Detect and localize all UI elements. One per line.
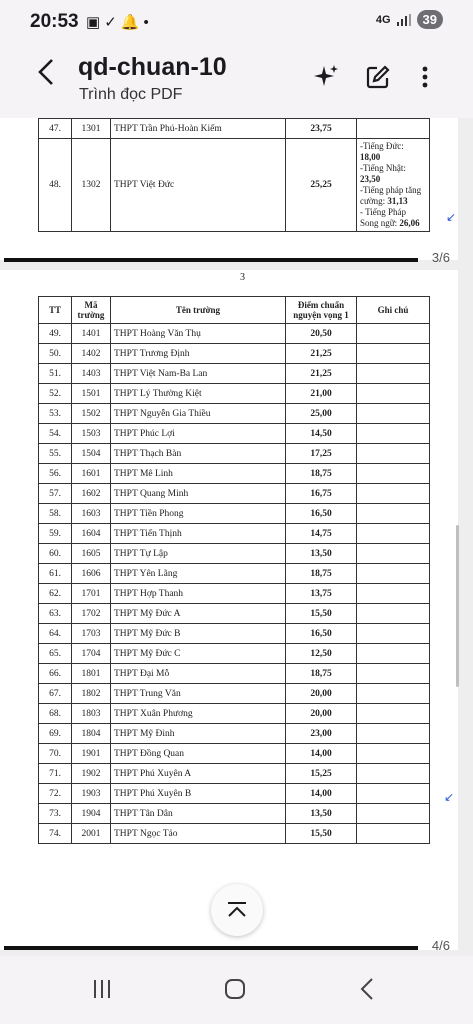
cell-tt: 52. (39, 384, 72, 404)
cell-school-code: 1504 (72, 444, 111, 464)
cell-school-code: 1603 (72, 504, 111, 524)
cell-school-code: 1904 (72, 804, 111, 824)
edit-button[interactable] (361, 60, 395, 94)
page-indicator: 3/6 (431, 250, 450, 265)
cell-score: 21,00 (286, 384, 357, 404)
table-row (39, 764, 430, 784)
cell-score: 14,00 (286, 744, 357, 764)
cell-school-name: THPT Trương Định (111, 344, 286, 364)
table-row (39, 784, 430, 804)
notification-bell-icon: 🔔 (120, 14, 144, 31)
cell-school-name: THPT Quang Minh (111, 484, 286, 504)
cell-school-name: THPT Nguyễn Gia Thiều (111, 404, 286, 424)
screen-record-icon: ▣ (86, 14, 105, 31)
cell-tt: 55. (39, 444, 72, 464)
cell-school-code: 1502 (72, 404, 111, 424)
status-time: 20:53 (30, 11, 79, 32)
table-row (39, 684, 430, 704)
cell-note (357, 824, 430, 844)
document-subtitle: Trình đọc PDF (79, 86, 183, 103)
cell-score: 18,75 (286, 564, 357, 584)
pdf-viewer[interactable] (0, 118, 473, 956)
cell-school-code: 1802 (72, 684, 111, 704)
cell-tt: 54. (39, 424, 72, 444)
home-icon (223, 977, 247, 1001)
note-line: -Tiếng Đức: 18,00 (360, 141, 404, 162)
cell-school-code: 2001 (72, 824, 111, 844)
cell-tt: 70. (39, 744, 72, 764)
scroll-top-icon (226, 901, 248, 919)
cell-school-code: 1801 (72, 664, 111, 684)
cell-school-name: THPT Yên Lãng (111, 564, 286, 584)
cell-tt: 67. (39, 684, 72, 704)
table-row (39, 404, 430, 424)
cell-school-name: THPT Ngọc Tảo (111, 824, 286, 844)
cell-school-name: THPT Phú Xuyên B (111, 784, 286, 804)
status-notification-icons (86, 13, 153, 31)
cell-tt: 48. (39, 139, 72, 232)
cell-score: 20,50 (286, 324, 357, 344)
table-row (39, 324, 430, 344)
cell-score: 17,25 (286, 444, 357, 464)
cell-school-name: THPT Trần Phú-Hoàn Kiếm (111, 119, 286, 139)
table-row (39, 724, 430, 744)
table-row (39, 384, 430, 404)
cell-school-name: THPT Tiến Thịnh (111, 524, 286, 544)
cell-score: 15,50 (286, 824, 357, 844)
cell-school-name: THPT Trung Văn (111, 684, 286, 704)
edit-pencil-icon (365, 64, 391, 90)
cell-score: 14,50 (286, 424, 357, 444)
cell-note (357, 424, 430, 444)
cell-tt: 62. (39, 584, 72, 604)
cell-school-code: 1501 (72, 384, 111, 404)
cell-note (357, 564, 430, 584)
cell-tt: 56. (39, 464, 72, 484)
cell-score: 20,00 (286, 704, 357, 724)
cell-score: 13,50 (286, 804, 357, 824)
cell-note (357, 404, 430, 424)
cell-school-code: 1602 (72, 484, 111, 504)
header-note: Ghi chú (357, 297, 430, 324)
cell-score: 15,50 (286, 604, 357, 624)
cell-note (357, 664, 430, 684)
cell-school-name: THPT Phúc Lợi (111, 424, 286, 444)
system-nav-bar (0, 956, 473, 1024)
status-right (376, 10, 443, 29)
cell-tt: 58. (39, 504, 72, 524)
cell-score: 14,00 (286, 784, 357, 804)
cell-school-code: 1601 (72, 464, 111, 484)
table-row (39, 704, 430, 724)
cell-note (357, 504, 430, 524)
cell-school-name: THPT Mê Linh (111, 464, 286, 484)
cell-school-name: THPT Việt Nam-Ba Lan (111, 364, 286, 384)
cell-tt: 74. (39, 824, 72, 844)
cell-school-name: THPT Việt Đức (111, 139, 286, 232)
cell-note (357, 764, 430, 784)
pen-mark: ↙ (446, 210, 457, 224)
cell-school-code: 1301 (72, 119, 111, 139)
cell-score: 13,50 (286, 544, 357, 564)
cell-school-name: THPT Đại Mỗ (111, 664, 286, 684)
cell-tt: 64. (39, 624, 72, 644)
cell-score: 25,00 (286, 404, 357, 424)
cell-school-name: THPT Tân Dân (111, 804, 286, 824)
cell-tt: 65. (39, 644, 72, 664)
cell-school-code: 1804 (72, 724, 111, 744)
cell-tt: 59. (39, 524, 72, 544)
cell-score: 21,25 (286, 344, 357, 364)
header-score: Điểm chuẩn nguyện vọng 1 (286, 297, 357, 324)
cell-school-code: 1902 (72, 764, 111, 784)
pdf-page-4 (0, 270, 458, 953)
cell-note (357, 544, 430, 564)
table-row (39, 744, 430, 764)
back-button[interactable] (28, 56, 64, 96)
cell-note (357, 464, 430, 484)
table-body (39, 324, 430, 844)
cell-tt: 47. (39, 119, 72, 139)
table-row (39, 344, 430, 364)
cell-score: 23,00 (286, 724, 357, 744)
table-header-row (39, 297, 430, 324)
table-row (39, 119, 430, 139)
cell-school-name: THPT Mỹ Đức A (111, 604, 286, 624)
cell-score: 15,25 (286, 764, 357, 784)
table-row (39, 524, 430, 544)
cell-school-name: THPT Thạch Bàn (111, 444, 286, 464)
table-row (39, 564, 430, 584)
home-button[interactable] (215, 974, 255, 1004)
cell-school-code: 1401 (72, 324, 111, 344)
table-row (39, 664, 430, 684)
cell-school-code: 1702 (72, 604, 111, 624)
dot-icon: • (143, 14, 153, 31)
cell-note (357, 344, 430, 364)
cell-school-code: 1704 (72, 644, 111, 664)
cell-score: 18,75 (286, 664, 357, 684)
cell-note (357, 784, 430, 804)
cell-school-code: 1302 (72, 139, 111, 232)
recent-apps-icon (91, 978, 113, 1000)
cell-note (357, 644, 430, 664)
more-options-button[interactable] (408, 60, 442, 94)
table-row (39, 824, 430, 844)
pdf-page-3 (0, 118, 458, 265)
cell-school-name: THPT Xuân Phương (111, 704, 286, 724)
table-row (39, 364, 430, 384)
cell-school-code: 1605 (72, 544, 111, 564)
status-bar (0, 0, 473, 44)
cell-school-name: THPT Phú Xuyên A (111, 764, 286, 784)
page-number: 3 (240, 272, 245, 283)
cell-school-code: 1402 (72, 344, 111, 364)
cell-score: 13,75 (286, 584, 357, 604)
cell-score: 25,25 (286, 139, 357, 232)
cell-school-code: 1701 (72, 584, 111, 604)
cell-school-code: 1503 (72, 424, 111, 444)
scrollbar-thumb[interactable] (456, 525, 459, 687)
cell-note (357, 604, 430, 624)
cell-note (357, 584, 430, 604)
cell-note (357, 684, 430, 704)
cell-tt: 73. (39, 804, 72, 824)
cell-school-name: THPT Đồng Quan (111, 744, 286, 764)
signal-icon (397, 14, 411, 26)
scroll-to-top-button[interactable] (211, 884, 263, 936)
cell-note (357, 744, 430, 764)
cell-school-name: THPT Lý Thường Kiệt (111, 384, 286, 404)
pen-mark: ↙ (444, 790, 455, 804)
cell-school-code: 1901 (72, 744, 111, 764)
cell-school-code: 1604 (72, 524, 111, 544)
cell-note (357, 139, 430, 232)
note-line: -Tiếng pháp tăng cường: 31,13 (360, 185, 422, 206)
cell-score: 14,75 (286, 524, 357, 544)
cell-school-name: THPT Mỹ Đức C (111, 644, 286, 664)
page-3-table (38, 118, 430, 232)
cell-tt: 66. (39, 664, 72, 684)
cell-tt: 60. (39, 544, 72, 564)
cell-score: 16,50 (286, 504, 357, 524)
cell-tt: 53. (39, 404, 72, 424)
cell-note (357, 524, 430, 544)
cell-note (357, 724, 430, 744)
note-line: -Tiếng Nhật: 23,50 (360, 163, 406, 184)
page-divider (4, 946, 418, 950)
cell-note (357, 624, 430, 644)
cell-tt: 63. (39, 604, 72, 624)
cell-school-name: THPT Hợp Thanh (111, 584, 286, 604)
back-nav-icon (359, 977, 375, 1001)
cell-school-name: THPT Mỹ Đức B (111, 624, 286, 644)
header-school-name: Tên trường (111, 297, 286, 324)
ai-assist-button[interactable] (309, 60, 343, 94)
cell-tt: 71. (39, 764, 72, 784)
table-row (39, 484, 430, 504)
cell-tt: 50. (39, 344, 72, 364)
app-bar (0, 44, 473, 116)
cell-school-name: THPT Mỹ Đình (111, 724, 286, 744)
recent-apps-button[interactable] (82, 974, 122, 1004)
page-4-table (38, 296, 430, 844)
cell-score: 16,50 (286, 624, 357, 644)
cell-score: 20,00 (286, 684, 357, 704)
cell-school-name: THPT Tự Lập (111, 544, 286, 564)
cell-tt: 57. (39, 484, 72, 504)
table-row (39, 544, 430, 564)
cell-note (357, 119, 430, 139)
note-line: - Tiếng Pháp Song ngữ: 26,06 (360, 207, 420, 228)
cell-note (357, 444, 430, 464)
more-vertical-icon (422, 66, 428, 88)
check-download-icon: ✓ (104, 14, 121, 31)
table-row (39, 424, 430, 444)
header-tt: TT (39, 297, 72, 324)
cell-note (357, 324, 430, 344)
page-divider (4, 258, 418, 262)
cell-school-code: 1403 (72, 364, 111, 384)
battery-indicator: 39 (417, 10, 443, 29)
cell-tt: 69. (39, 724, 72, 744)
cell-note (357, 484, 430, 504)
cell-school-code: 1703 (72, 624, 111, 644)
cell-school-code: 1803 (72, 704, 111, 724)
table-row (39, 504, 430, 524)
table-row (39, 644, 430, 664)
table-row (39, 624, 430, 644)
cell-school-name: THPT Hoàng Văn Thụ (111, 324, 286, 344)
table-row (39, 464, 430, 484)
back-nav-button[interactable] (347, 974, 387, 1004)
cell-tt: 68. (39, 704, 72, 724)
cell-note (357, 384, 430, 404)
table-row (39, 604, 430, 624)
header-school-code: Mã trường (72, 297, 111, 324)
cell-school-code: 1606 (72, 564, 111, 584)
cell-school-code: 1903 (72, 784, 111, 804)
cell-tt: 72. (39, 784, 72, 804)
cell-score: 16,75 (286, 484, 357, 504)
table-row (39, 584, 430, 604)
cell-score: 18,75 (286, 464, 357, 484)
back-arrow-icon (36, 57, 56, 87)
cell-note (357, 804, 430, 824)
table-row (39, 444, 430, 464)
cell-score: 21,25 (286, 364, 357, 384)
cell-tt: 61. (39, 564, 72, 584)
cell-school-name: THPT Tiền Phong (111, 504, 286, 524)
cell-score: 23,75 (286, 119, 357, 139)
table-row (39, 804, 430, 824)
cell-score: 12,50 (286, 644, 357, 664)
cell-tt: 49. (39, 324, 72, 344)
table-row (39, 139, 430, 232)
document-title: qd-chuan-10 (78, 53, 227, 81)
cell-note (357, 364, 430, 384)
cell-tt: 51. (39, 364, 72, 384)
cell-note (357, 704, 430, 724)
sparkle-icon (313, 64, 339, 90)
network-label: 4G (375, 13, 391, 26)
page-indicator: 4/6 (431, 938, 450, 953)
